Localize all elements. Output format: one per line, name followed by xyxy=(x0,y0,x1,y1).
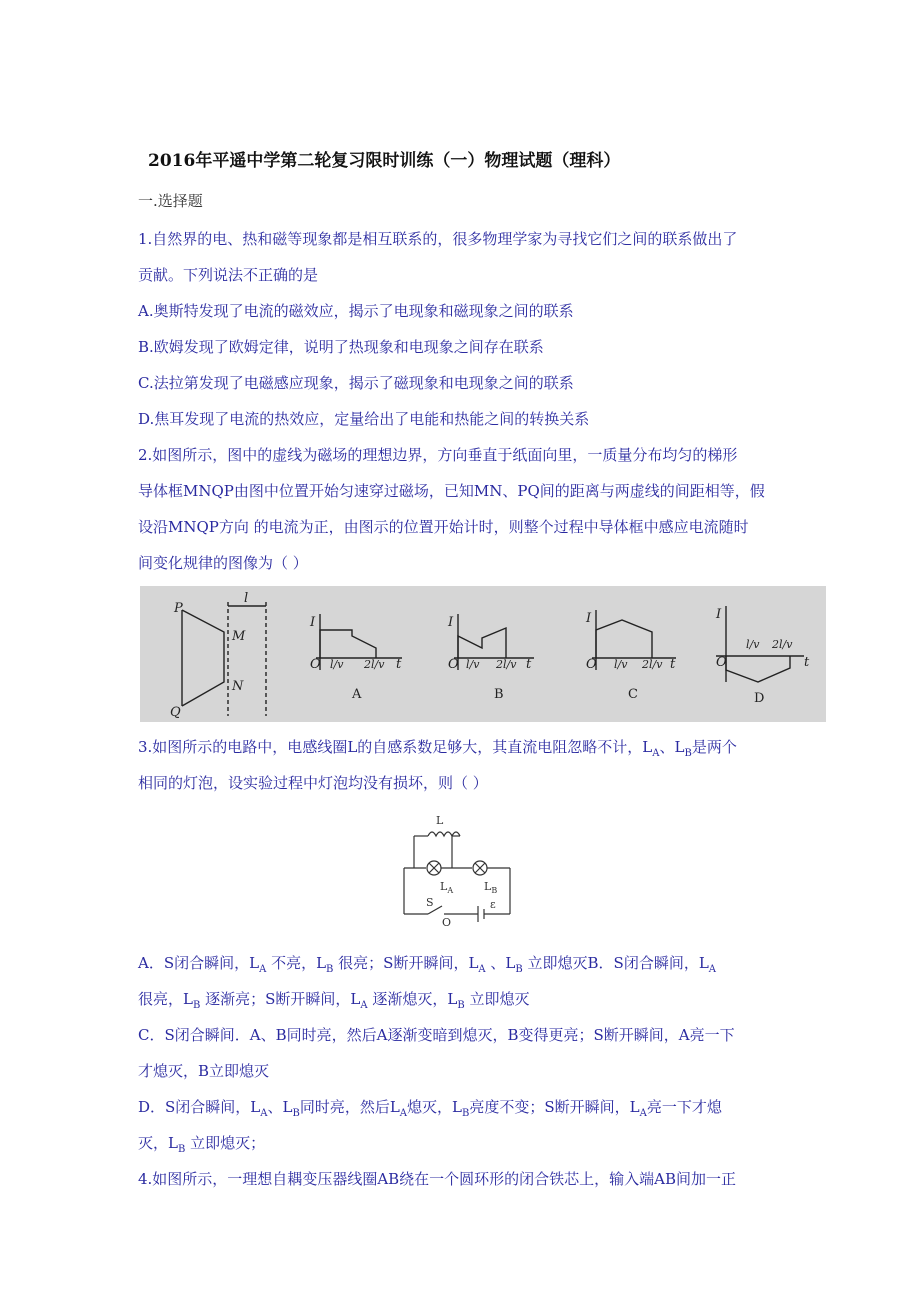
graph-d-t2: 2l/v xyxy=(772,638,793,651)
graph-a-o: O xyxy=(310,657,321,672)
q2-stem-line1: 2.如图所示，图中的虚线为磁场的理想边界，方向垂直于纸面向里，一质量分布均匀的梯形 xyxy=(138,446,738,464)
label-inductor: L xyxy=(436,814,444,827)
q3-stem-line1: 3.如图所示的电路中，电感线圈L的自感系数足够大，其直流电阻忽略不计，$L_A$、$L_B$是两个 xyxy=(138,738,737,759)
graph-a-t: t xyxy=(396,657,402,672)
label-q: Q xyxy=(170,705,181,720)
graph-c-curve xyxy=(596,620,652,658)
label-switch: S xyxy=(426,896,434,909)
graph-a-t2: 2l/v xyxy=(364,658,385,671)
graph-c-o: O xyxy=(586,657,597,672)
graph-b-t2: 2l/v xyxy=(496,658,517,671)
q3-option-c-line1: C．S闭合瞬间．A、B同时亮，然后A逐渐变暗到熄灭，B变得更亮；S断开瞬间，A亮一下 xyxy=(138,1026,735,1044)
graph-b-curve xyxy=(458,628,506,658)
graph-c-label: C xyxy=(628,687,638,702)
q1-option-a: A.奥斯特发现了电流的磁效应，揭示了电现象和磁现象之间的联系 xyxy=(138,302,574,320)
q1-option-b: B.欧姆发现了欧姆定律，说明了热现象和电现象之间存在联系 xyxy=(138,338,544,356)
graph-d-t1: l/v xyxy=(746,638,760,651)
q1-stem-line2: 贡献。下列说法不正确的是 xyxy=(138,266,319,284)
q3-option-c-line2: 才熄灭，B立即熄灭 xyxy=(138,1062,270,1080)
graph-c-t: t xyxy=(670,657,676,672)
graph-a-t1: l/v xyxy=(330,658,344,671)
page-title: 2016年平遥中学第二轮复习限时训练（一）物理试题（理科） xyxy=(148,151,621,171)
graph-a-i: I xyxy=(310,615,316,630)
trapezoid-frame xyxy=(182,610,224,706)
q3-circuit-diagram xyxy=(398,810,516,926)
q2-stem-line2: 导体框MNQP由图中位置开始匀速穿过磁场，已知MN、PQ间的距离与两虚线的间距相等，假 xyxy=(138,482,765,500)
section-heading: 一.选择题 xyxy=(138,192,203,210)
q3-option-a: A．S闭合瞬间，$L_A$ 不亮，$L_B$ 很亮；S断开瞬间，$L_A$ 、$L_B$ 立即熄灭B．S闭合瞬间，$L_A$ xyxy=(138,954,717,975)
graph-c-i: I xyxy=(586,611,592,626)
graph-b-o: O xyxy=(448,657,459,672)
q1-option-d: D.焦耳发现了电流的热效应，定量给出了电能和热能之间的转换关系 xyxy=(138,410,590,428)
label-width: l xyxy=(244,591,249,606)
q2-stem-line4: 间变化规律的图像为（ ） xyxy=(138,554,308,572)
label-lb: $L_B$ xyxy=(484,880,498,895)
graph-a-label: A xyxy=(352,687,362,702)
graph-b-t: t xyxy=(526,657,532,672)
label-la: $L_A$ xyxy=(440,880,454,895)
label-n: N xyxy=(232,679,244,694)
graph-d-t: t xyxy=(804,655,810,670)
graph-b-label: B xyxy=(494,687,504,702)
q3-stem-line2: 相同的灯泡，设实验过程中灯泡均没有损坏，则（ ） xyxy=(138,774,488,792)
graph-c-t1: l/v xyxy=(614,658,628,671)
label-m: M xyxy=(232,629,246,644)
graph-d-i: I xyxy=(716,607,722,622)
graph-d-o: O xyxy=(716,655,727,670)
graph-d-curve xyxy=(726,656,790,682)
q1-stem-line1: 1.自然界的电、热和磁等现象都是相互联系的，很多物理学家为寻找它们之间的联系做出了 xyxy=(138,230,738,248)
label-emf: ε xyxy=(490,898,496,911)
graph-d-label: D xyxy=(754,691,765,706)
q3-option-d-line2: 灭，$L_B$ 立即熄灭； xyxy=(138,1134,266,1155)
graph-a-curve xyxy=(320,630,376,658)
q1-option-c: C.法拉第发现了电磁感应现象，揭示了磁现象和电现象之间的联系 xyxy=(138,374,574,392)
q2-figure-photo xyxy=(140,586,826,722)
graph-b-t1: l/v xyxy=(466,658,480,671)
q3-option-d-line1: D．S闭合瞬间，$L_A$、$L_B$同时亮，然后$L_A$熄灭，$L_B$亮度不变；S断开瞬间，$L_A$亮一下才熄 xyxy=(138,1098,722,1119)
q4-stem-line1: 4.如图所示，一理想自耦变压器线圈AB绕在一个圆环形的闭合铁芯上，输入端AB间加一正 xyxy=(138,1170,737,1188)
q3-option-b: 很亮，$L_B$ 逐渐亮；S断开瞬间，$L_A$ 逐渐熄灭，$L_B$ 立即熄灭 xyxy=(138,990,530,1011)
label-p: P xyxy=(174,601,183,616)
q2-stem-line3: 设沿MNQP方向 的电流为正，由图示的位置开始计时，则整个过程中导体框中感应电流随时 xyxy=(138,518,749,536)
label-o: O xyxy=(442,916,452,926)
graph-c-t2: 2l/v xyxy=(642,658,663,671)
q2-figure xyxy=(140,586,826,722)
graph-b-i: I xyxy=(448,615,454,630)
